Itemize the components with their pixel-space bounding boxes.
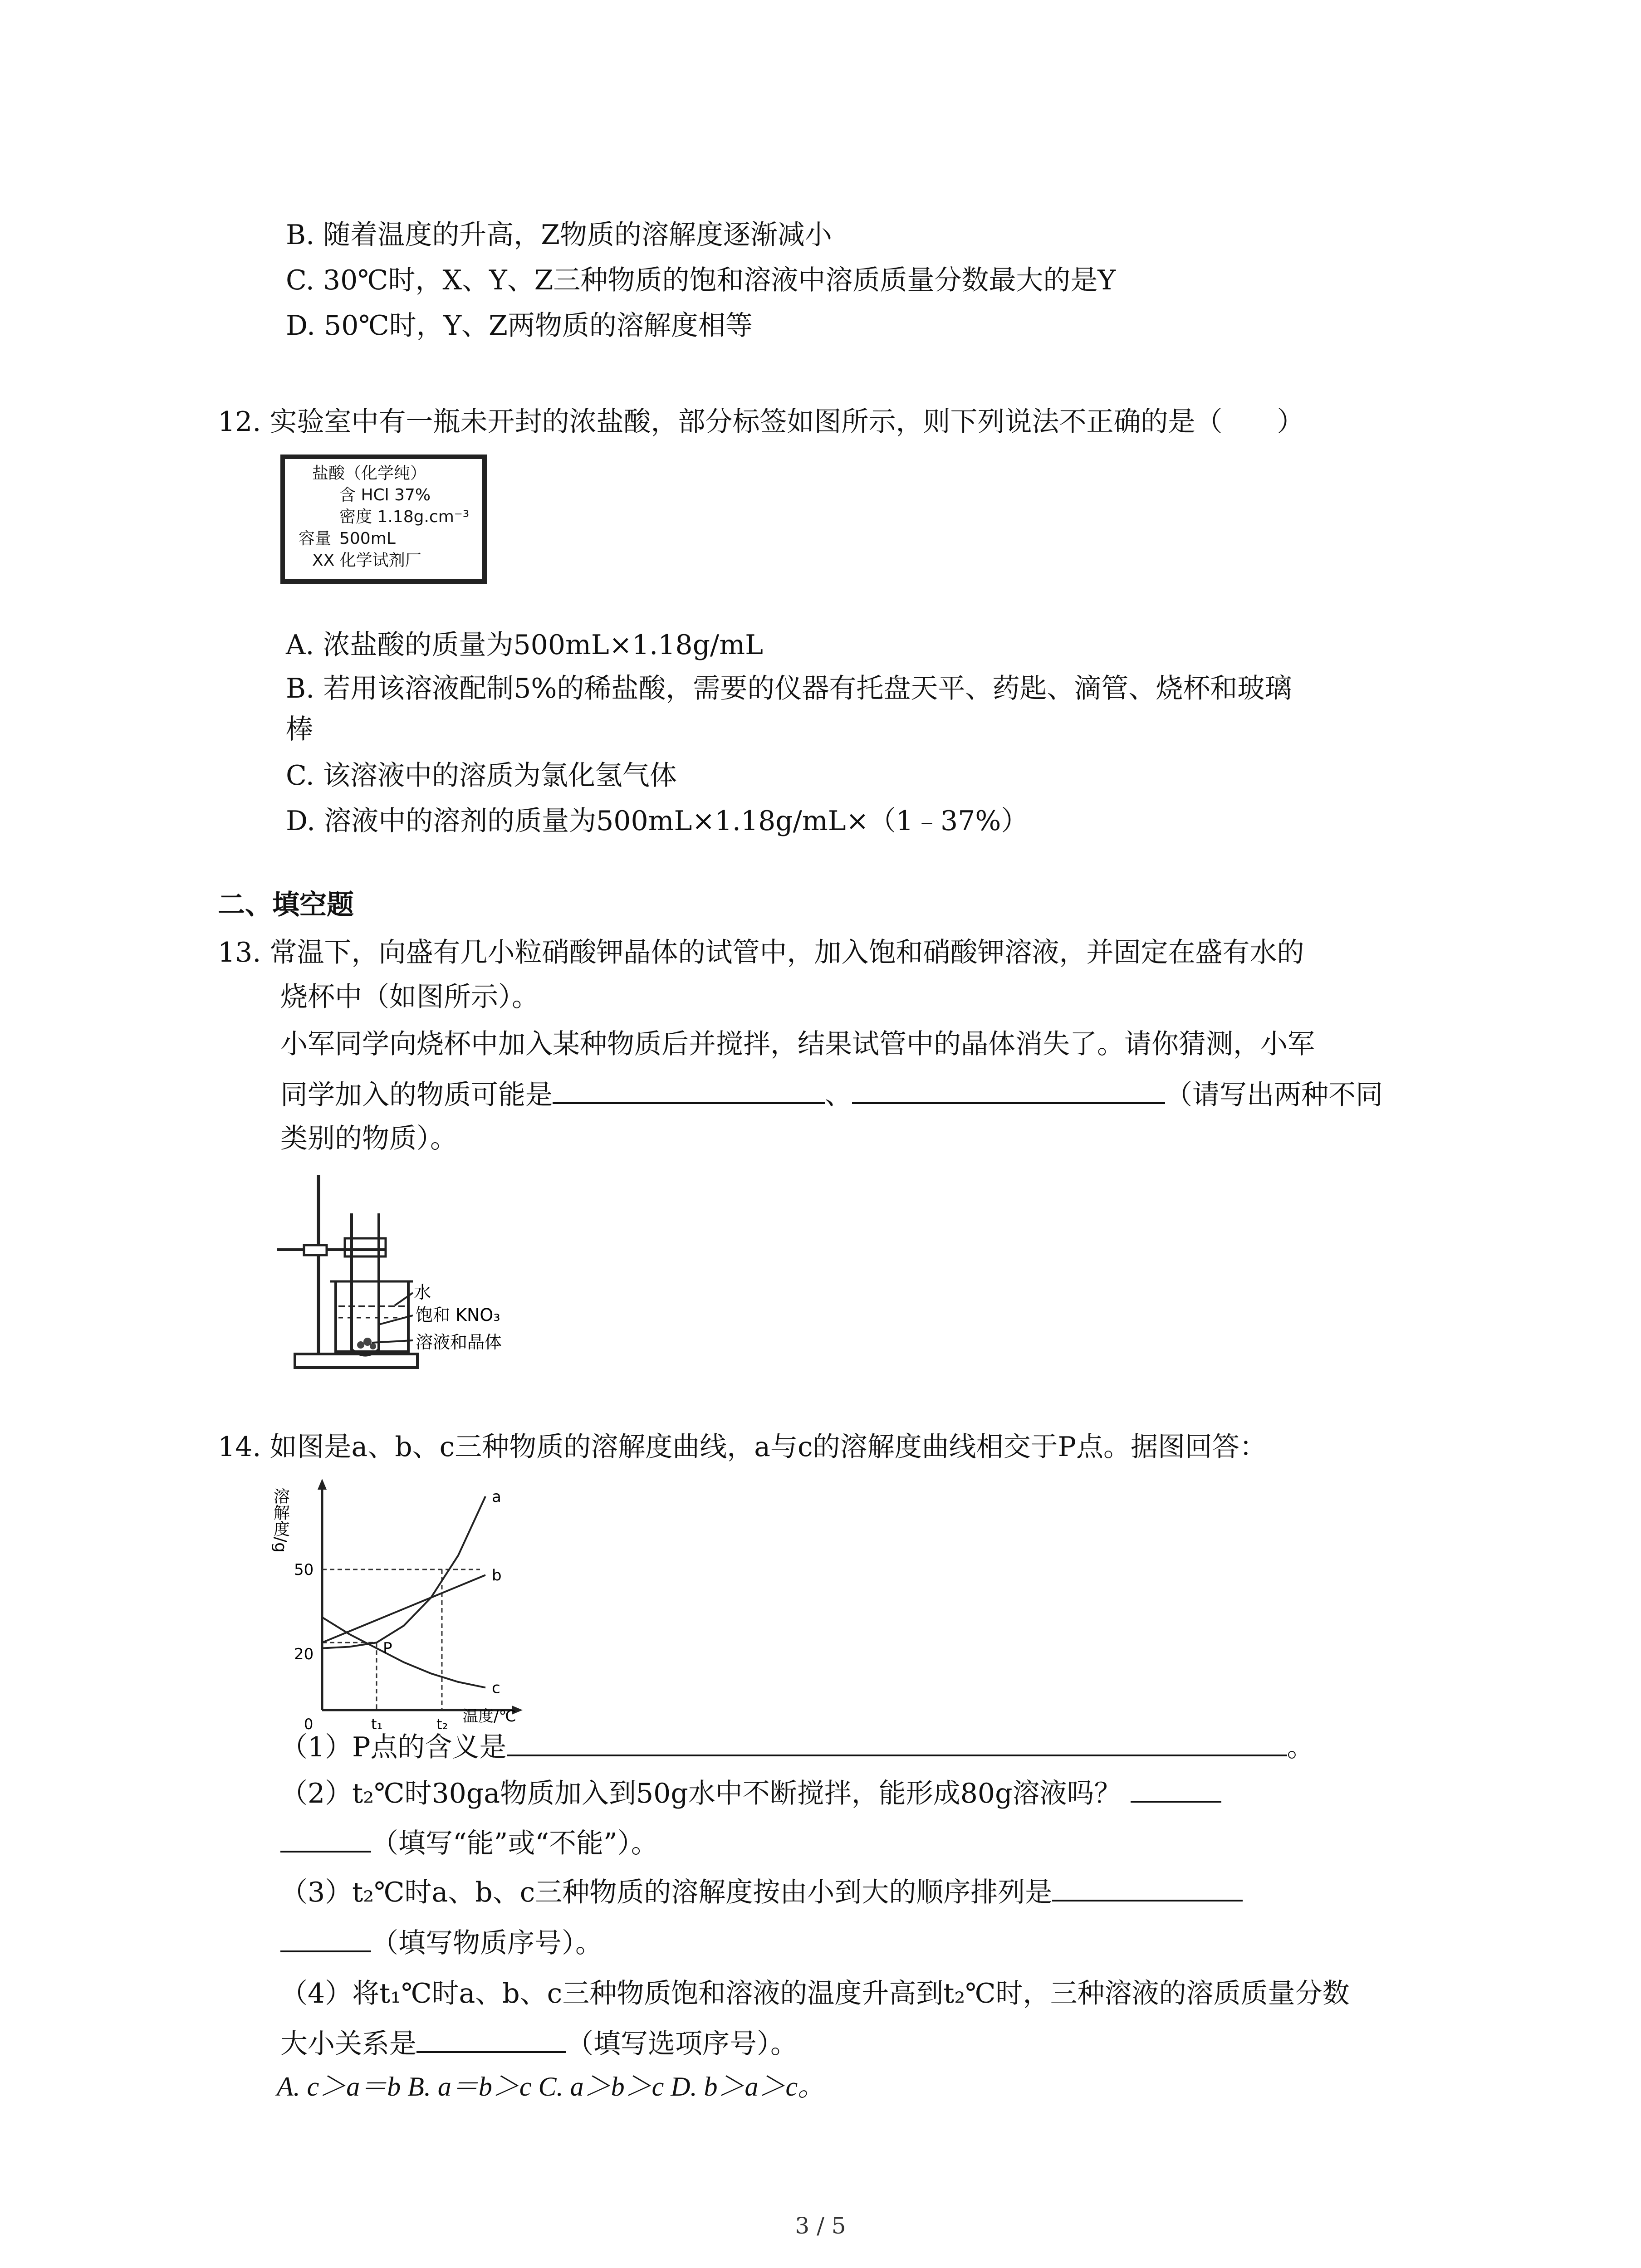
answer-blank-2b[interactable]	[280, 1823, 371, 1853]
q11-option-b: B. 随着温度的升高，Z物质的溶解度逐渐减小	[286, 219, 832, 251]
point-p-label: P	[383, 1639, 392, 1658]
label-solution-crystals: 溶液和晶体	[416, 1332, 502, 1352]
q14-sub-4: （4）将t₁℃时a、b、c三种物质饱和溶液的温度升高到t₂℃时，三种溶液的溶质质量分数	[280, 1978, 1350, 2009]
section-title: 二、填空题	[218, 889, 354, 921]
answer-blank-1[interactable]	[553, 1075, 825, 1104]
q14-sub-4-cont	[280, 2024, 798, 2062]
q13-line-1: 13. 常温下，向盛有几小粒硝酸钾晶体的试管中，加入饱和硝酸钾溶液，并固定在盛有水的	[218, 937, 1304, 968]
label-volume-value: 500mL	[339, 529, 396, 548]
label-saturated: 饱和 KNO₃	[416, 1305, 500, 1325]
q13-line-2: 烧杯中（如图所示）。	[280, 981, 539, 1013]
y-axis-arrow	[318, 1479, 327, 1490]
sub4-prompt: 大小关系是	[280, 2028, 416, 2060]
q11-option-c: C. 30℃时，X、Y、Z三种物质的饱和溶液中溶质质量分数最大的是Y	[286, 264, 1116, 296]
series-line-c	[322, 1617, 485, 1687]
label-maker: XX 化学试剂厂	[312, 551, 421, 570]
q13-line-4	[280, 1075, 1383, 1113]
answer-blank-4[interactable]	[416, 2024, 566, 2053]
q14-stem: 14. 如图是a、b、c三种物质的溶解度曲线，a与c的溶解度曲线相交于P点。据图回答：	[218, 1431, 1267, 1463]
q14-sub-2-cont	[280, 1823, 658, 1862]
series-line-a	[322, 1496, 485, 1648]
sub2-prompt: （2）t₂℃时30ga物质加入到50g水中不断搅拌，能形成80g溶液吗？	[280, 1778, 1122, 1809]
q12-option-b: B. 若用该溶液配制5%的稀盐酸，需要的仪器有托盘天平、药匙、滴管、烧杯和玻璃	[286, 673, 1292, 704]
x-axis-label: 温度/℃	[463, 1707, 516, 1725]
hcl-label-figure	[280, 455, 487, 584]
y-axis-label: 溶解度/g	[271, 1488, 290, 1553]
label-water: 水	[414, 1282, 431, 1302]
sub2-hint: （填写“能”或“不能”）。	[371, 1828, 658, 1859]
answer-blank-3b[interactable]	[280, 1923, 371, 1952]
label-volume-key: 容量	[299, 529, 332, 548]
q12-option-a: A. 浓盐酸的质量为500mL×1.18g/mL	[286, 629, 763, 661]
q12-option-c: C. 该溶液中的溶质为氯化氢气体	[286, 760, 677, 792]
sub4-hint: （填写选项序号）。	[566, 2028, 798, 2060]
q14-options: A. c＞a＝b B. a＝b＞c C. a＞b＞c D. b＞a＞c。	[277, 2072, 825, 2102]
solubility-chart	[271, 1470, 526, 1733]
answer-blank-3a[interactable]	[1052, 1872, 1243, 1901]
sub3-hint: （填写物质序号）。	[371, 1927, 603, 1959]
beaker-test-tube-figure	[277, 1170, 558, 1388]
series-label-a: a	[492, 1487, 501, 1506]
label-content: 含 HCl 37%	[339, 486, 431, 504]
q14-sub-2	[280, 1774, 1221, 1812]
answer-blank-2a[interactable]	[1131, 1774, 1221, 1803]
answer-blank-2[interactable]	[852, 1075, 1165, 1104]
y-tick-20: 20	[294, 1645, 314, 1663]
q11-option-d: D. 50℃时，Y、Z两物质的溶解度相等	[286, 310, 753, 342]
q13-line-3: 小军同学向烧杯中加入某种物质后并搅拌，结果试管中的晶体消失了。请你猜测，小军	[280, 1028, 1315, 1060]
q14-sub-3	[280, 1872, 1243, 1911]
x-tick-2: t₂	[436, 1716, 448, 1733]
x-tick-0: 0	[304, 1716, 314, 1733]
y-tick-50: 50	[294, 1561, 314, 1579]
q12-option-d: D. 溶液中的溶剂的质量为500mL×1.18g/mL×（1﹣37%）	[286, 805, 1029, 837]
q13-line-5: 类别的物质）。	[280, 1123, 457, 1154]
sub1-prompt: （1）P点的含义是	[280, 1731, 507, 1763]
q14-sub-1	[280, 1727, 1314, 1765]
q12-stem: 12. 实验室中有一瓶未开封的浓盐酸，部分标签如图所示，则下列说法不正确的是（ ）	[218, 406, 1304, 438]
q12-option-b-cont: 棒	[286, 714, 313, 745]
q13-prompt: 同学加入的物质可能是	[280, 1079, 553, 1111]
q13-separator: 、	[825, 1079, 852, 1111]
series-label-b: b	[492, 1566, 502, 1585]
label-density: 密度 1.18g.cm⁻³	[339, 508, 470, 526]
page-number: 3 / 5	[795, 2213, 846, 2239]
q14-sub-3-cont	[280, 1923, 603, 1961]
answer-blank-p[interactable]	[507, 1727, 1287, 1756]
label-title: 盐酸（化学纯）	[312, 464, 427, 483]
series-label-c: c	[492, 1679, 500, 1697]
q13-hint: （请写出两种不同	[1165, 1079, 1383, 1111]
x-tick-1: t₁	[371, 1716, 383, 1733]
sub1-end: 。	[1287, 1731, 1314, 1763]
sub3-prompt: （3）t₂℃时a、b、c三种物质的溶解度按由小到大的顺序排列是	[280, 1877, 1053, 1908]
